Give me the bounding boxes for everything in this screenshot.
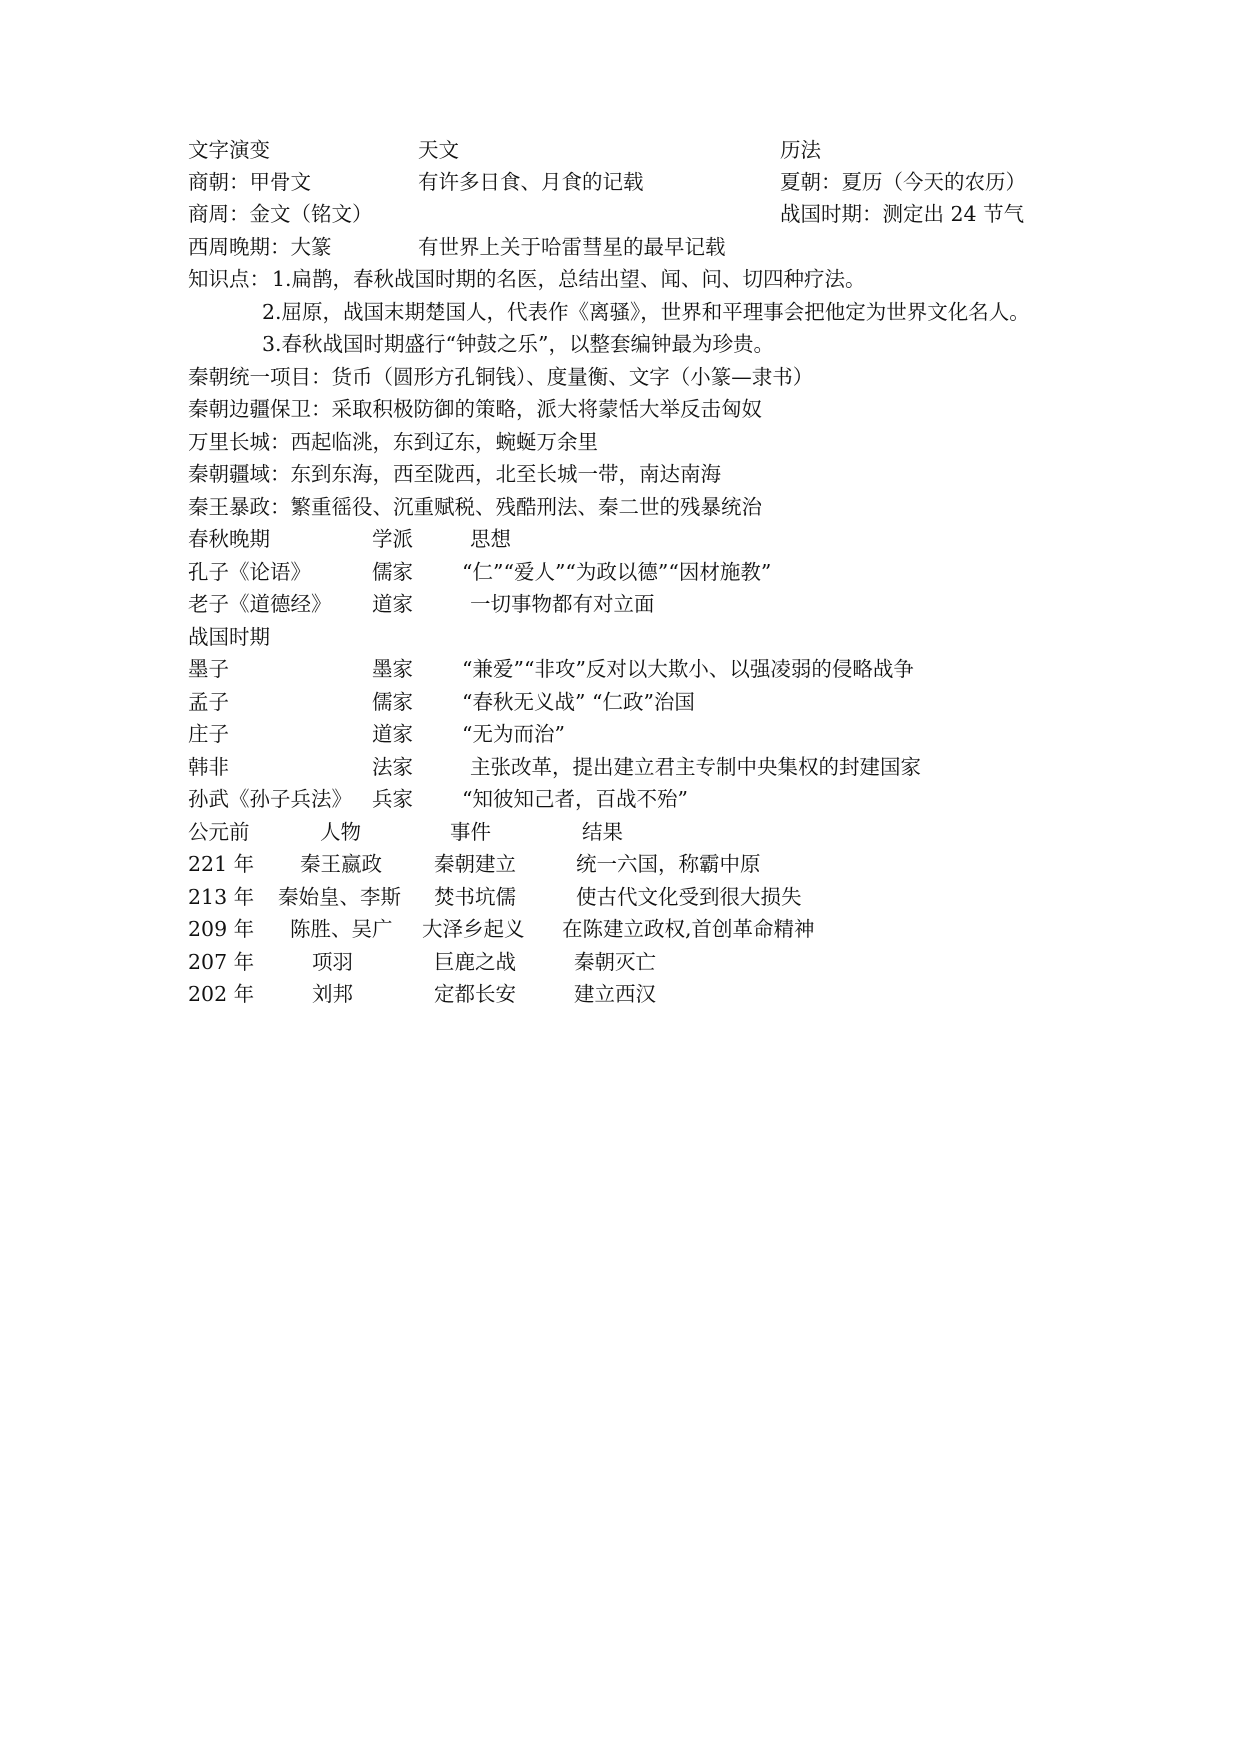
table1-cell: 商周：金文（铭文） (188, 202, 373, 226)
thought-cell: “仁”“爱人”“为政以德”“因材施教” (462, 560, 772, 584)
thought-cell: 一切事物都有对立面 (470, 592, 655, 616)
schools-row (0, 556, 1241, 588)
timeline-result: 在陈建立政权,首创革命精神 (562, 917, 815, 941)
thinker-cell: 韩非 (188, 755, 229, 779)
table1-row (0, 198, 1241, 230)
schools-row (0, 686, 1241, 718)
qin-fact: 秦朝边疆保卫：采取积极防御的策略，派大将蒙恬大举反击匈奴 (188, 397, 762, 421)
thinker-cell: 老子《道德经》 (188, 592, 332, 616)
knowledge-item: 2.屈原，战国末期楚国人，代表作《离骚》，世界和平理事会把他定为世界文化名人。 (262, 300, 1030, 324)
knowledge-item: 3.春秋战国时期盛行“钟鼓之乐”，以整套编钟最为珍贵。 (262, 332, 775, 356)
table1-row (0, 231, 1241, 263)
qin-fact: 秦王暴政：繁重徭役、沉重赋税、残酷刑法、秦二世的残暴统治 (188, 495, 762, 519)
table1-cell: 商朝：甲骨文 (188, 170, 311, 194)
timeline-event: 巨鹿之战 (434, 950, 516, 974)
timeline-header-person: 人物 (320, 820, 361, 844)
timeline-year: 221 年 (188, 852, 255, 876)
qin-fact-line (0, 426, 1241, 458)
timeline-year: 207 年 (188, 950, 255, 974)
schools-period-row (0, 621, 1241, 653)
thinker-cell: 孙武《孙子兵法》 (188, 787, 352, 811)
timeline-header-year: 公元前 (188, 820, 250, 844)
school-cell: 兵家 (372, 787, 413, 811)
schools-row (0, 783, 1241, 815)
schools-header-thought: 思想 (470, 527, 511, 551)
timeline-row (0, 848, 1241, 880)
qin-fact-line (0, 361, 1241, 393)
warring-states-label: 战国时期 (188, 625, 270, 649)
table1-cell: 西周晚期：大篆 (188, 235, 332, 259)
knowledge-line (0, 328, 1241, 360)
thought-cell: “知彼知己者，百战不殆” (462, 787, 688, 811)
timeline-header-event: 事件 (450, 820, 491, 844)
schools-header-period: 春秋晚期 (188, 527, 270, 551)
thinker-cell: 庄子 (188, 722, 229, 746)
timeline-row (0, 881, 1241, 913)
timeline-event: 大泽乡起义 (422, 917, 525, 941)
knowledge-line (0, 263, 1241, 295)
schools-header-row (0, 523, 1241, 555)
timeline-result: 使古代文化受到很大损失 (576, 885, 802, 909)
timeline-header-result: 结果 (582, 820, 623, 844)
timeline-person: 项羽 (312, 950, 353, 974)
thinker-cell: 孔子《论语》 (188, 560, 311, 584)
timeline-year: 213 年 (188, 885, 255, 909)
qin-fact: 秦朝疆域：东到东海，西至陇西，北至长城一带，南达南海 (188, 462, 721, 486)
knowledge-label: 知识点： (188, 267, 270, 291)
timeline-row (0, 946, 1241, 978)
timeline-event: 定都长安 (434, 982, 516, 1006)
thinker-cell: 孟子 (188, 690, 229, 714)
table1-row (0, 166, 1241, 198)
qin-fact-line (0, 393, 1241, 425)
qin-fact-line (0, 491, 1241, 523)
table1-cell: 有许多日食、月食的记载 (418, 170, 644, 194)
timeline-result: 统一六国，称霸中原 (576, 852, 761, 876)
timeline-event: 秦朝建立 (434, 852, 516, 876)
knowledge-line (0, 296, 1241, 328)
schools-row (0, 653, 1241, 685)
timeline-result: 秦朝灭亡 (574, 950, 656, 974)
school-cell: 道家 (372, 722, 413, 746)
table1-cell: 战国时期：测定出 24 节气 (780, 202, 1025, 226)
timeline-row (0, 913, 1241, 945)
thought-cell: “无为而治” (462, 722, 565, 746)
timeline-row (0, 978, 1241, 1010)
qin-fact: 万里长城：西起临洮，东到辽东，蜿蜒万余里 (188, 430, 598, 454)
qin-fact: 秦朝统一项目：货币（圆形方孔铜钱）、度量衡、文字（小篆—隶书） (188, 365, 814, 389)
thought-cell: 主张改革，提出建立君主专制中央集权的封建国家 (470, 755, 921, 779)
thinker-cell: 墨子 (188, 657, 229, 681)
table1-header-calendar: 历法 (780, 138, 821, 162)
table1-cell: 有世界上关于哈雷彗星的最早记载 (418, 235, 726, 259)
timeline-person: 陈胜、吴广 (290, 917, 393, 941)
school-cell: 法家 (372, 755, 413, 779)
timeline-result: 建立西汉 (574, 982, 656, 1006)
knowledge-item: 1.扁鹊，春秋战国时期的名医，总结出望、闻、问、切四种疗法。 (272, 267, 866, 291)
school-cell: 墨家 (372, 657, 413, 681)
school-cell: 道家 (372, 592, 413, 616)
thought-cell: “兼爱”“非攻”反对以大欺小、以强凌弱的侵略战争 (462, 657, 914, 681)
timeline-year: 202 年 (188, 982, 255, 1006)
schools-header-school: 学派 (372, 527, 413, 551)
timeline-person: 秦王嬴政 (300, 852, 382, 876)
timeline-event: 焚书坑儒 (434, 885, 516, 909)
schools-row (0, 718, 1241, 750)
table1-header-script: 文字演变 (188, 138, 270, 162)
schools-row (0, 751, 1241, 783)
timeline-person: 刘邦 (312, 982, 353, 1006)
school-cell: 儒家 (372, 690, 413, 714)
table1-header-row (0, 134, 1241, 166)
school-cell: 儒家 (372, 560, 413, 584)
table1-header-astronomy: 天文 (418, 138, 459, 162)
schools-row (0, 588, 1241, 620)
table1-cell: 夏朝：夏历（今天的农历） (780, 170, 1026, 194)
timeline-year: 209 年 (188, 917, 255, 941)
qin-fact-line (0, 458, 1241, 490)
timeline-header-row (0, 816, 1241, 848)
thought-cell: “春秋无义战” “仁政”治国 (462, 690, 695, 714)
timeline-person: 秦始皇、李斯 (278, 885, 401, 909)
